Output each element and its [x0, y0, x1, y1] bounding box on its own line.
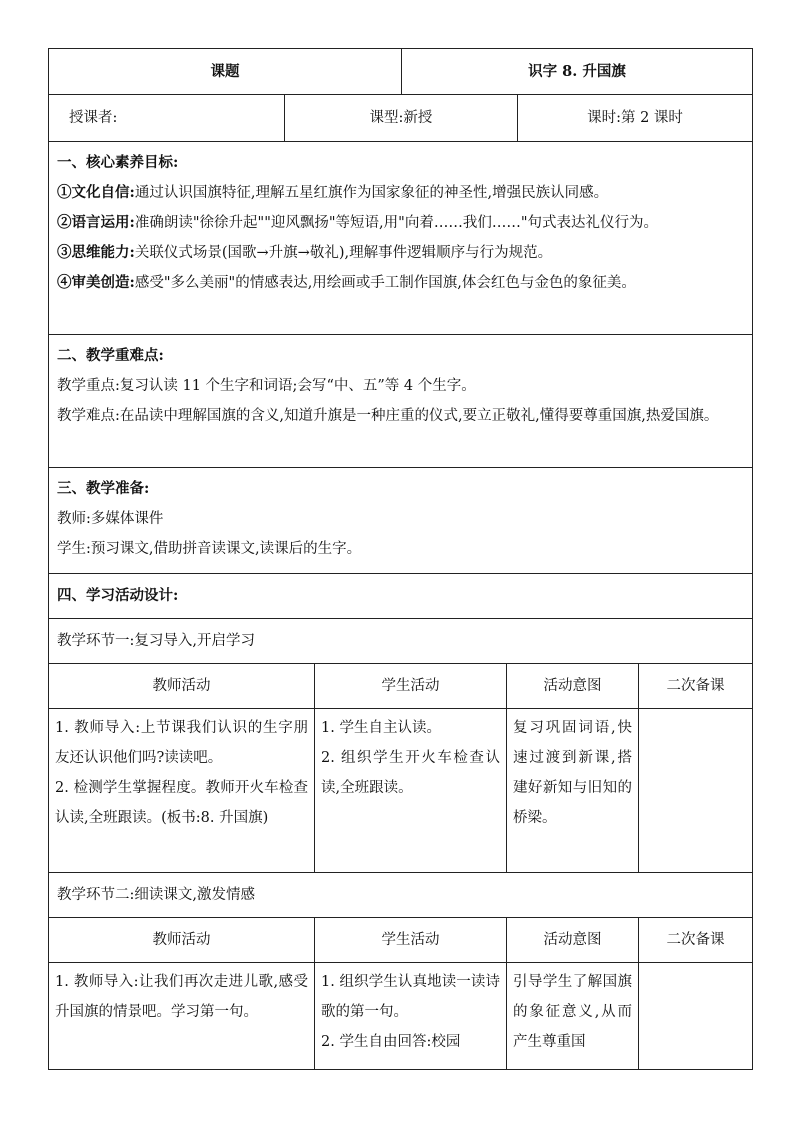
- teaching-difficulty: 教学难点:在品读中理解国旗的含义,知道升旗是一种庄重的仪式,要立正敬礼,懂得要尊重国旗,热爱国旗。: [57, 408, 719, 424]
- topic-label-cell: [48, 48, 402, 95]
- lesson-time-cell: [517, 94, 753, 142]
- goals-section: [48, 141, 753, 335]
- stage1-activity-intent: 复习巩固词语,快速过渡到新课,搭建好新知与旧知的桥梁。: [506, 708, 639, 873]
- stage2-student-activity: 1. 组织学生认真地读一读诗歌的第一句。 2. 学生自由回答:校园: [314, 962, 507, 1070]
- goals-title: 一、核心素养目标:: [57, 154, 179, 171]
- teacher-label: 授课者:: [69, 110, 118, 126]
- stage2-activity-intent: 引导学生了解国旗的象征意义,从而产生尊重国: [506, 962, 639, 1070]
- prep-teacher: 教师:多媒体课件: [57, 511, 164, 527]
- goal-item: ③思维能力:关联仪式场景(国歌→升旗→敬礼),理解事件逻辑顺序与行为规范。: [57, 244, 553, 261]
- keypoints-section: [48, 334, 753, 468]
- stage1-title: 教学环节一:复习导入,开启学习: [57, 633, 255, 649]
- lesson-time: 课时:第 2 课时: [587, 110, 683, 126]
- prep-student: 学生:预习课文,借助拼音读课文,读课后的生字。: [57, 541, 362, 557]
- stage1-student-activity: 1. 学生自主认读。 2. 组织学生开火车检查认读,全班跟读。: [314, 708, 507, 873]
- col-student-activity: 学生活动: [314, 917, 507, 963]
- col-teacher-activity: 教师活动: [48, 917, 315, 963]
- lesson-plan-table: [48, 48, 753, 1070]
- topic-value-cell: [401, 48, 753, 95]
- goal-item: ④审美创造:感受"多么美丽"的情感表达,用绘画或手工制作国旗,体会红色与金色的象征美。: [57, 274, 636, 291]
- goal-item: ②语言运用:准确朗读"徐徐升起""迎风飘扬"等短语,用"向着……我们……"句式表达礼仪行为。: [57, 214, 658, 231]
- col-second-prep: 二次备课: [638, 917, 753, 963]
- goal-item: ①文化自信:通过认识国旗特征,理解五星红旗作为国家象征的神圣性,增强民族认同感。: [57, 184, 609, 201]
- teaching-focus: 教学重点:复习认读 11 个生字和词语;会写“中、五”等 4 个生字。: [57, 378, 476, 394]
- col-activity-intent: 活动意图: [506, 917, 639, 963]
- keypoints-title: 二、教学重难点:: [57, 347, 164, 364]
- lesson-type: 课型:新授: [369, 110, 433, 126]
- col-second-prep: 二次备课: [638, 663, 753, 709]
- col-student-activity: 学生活动: [314, 663, 507, 709]
- topic-value: 识字 8. 升国旗: [528, 62, 626, 80]
- activities-title: 四、学习活动设计:: [57, 587, 179, 604]
- stage2-title: 教学环节二:细读课文,激发情感: [57, 887, 255, 903]
- stage1-second-prep: [638, 708, 753, 873]
- col-activity-intent: 活动意图: [506, 663, 639, 709]
- topic-label: 课题: [210, 62, 240, 80]
- activities-title-cell: [48, 573, 753, 619]
- stage2-second-prep: [638, 962, 753, 1070]
- stage2-title-cell: [48, 872, 753, 918]
- prep-title: 三、教学准备:: [57, 480, 150, 497]
- stage1-title-cell: [48, 618, 753, 664]
- lesson-type-cell: [284, 94, 518, 142]
- stage1-teacher-activity: 1. 教师导入:上节课我们认识的生字朋友还认识他们吗?读读吧。 2. 检测学生掌握程度。教师开火车检查认读,全班跟读。(板书:8. 升国旗): [48, 708, 315, 873]
- prep-section: [48, 467, 753, 574]
- col-teacher-activity: 教师活动: [48, 663, 315, 709]
- teacher-cell: [48, 94, 285, 142]
- stage2-teacher-activity: 1. 教师导入:让我们再次走进儿歌,感受升国旗的情景吧。学习第一句。: [48, 962, 315, 1070]
